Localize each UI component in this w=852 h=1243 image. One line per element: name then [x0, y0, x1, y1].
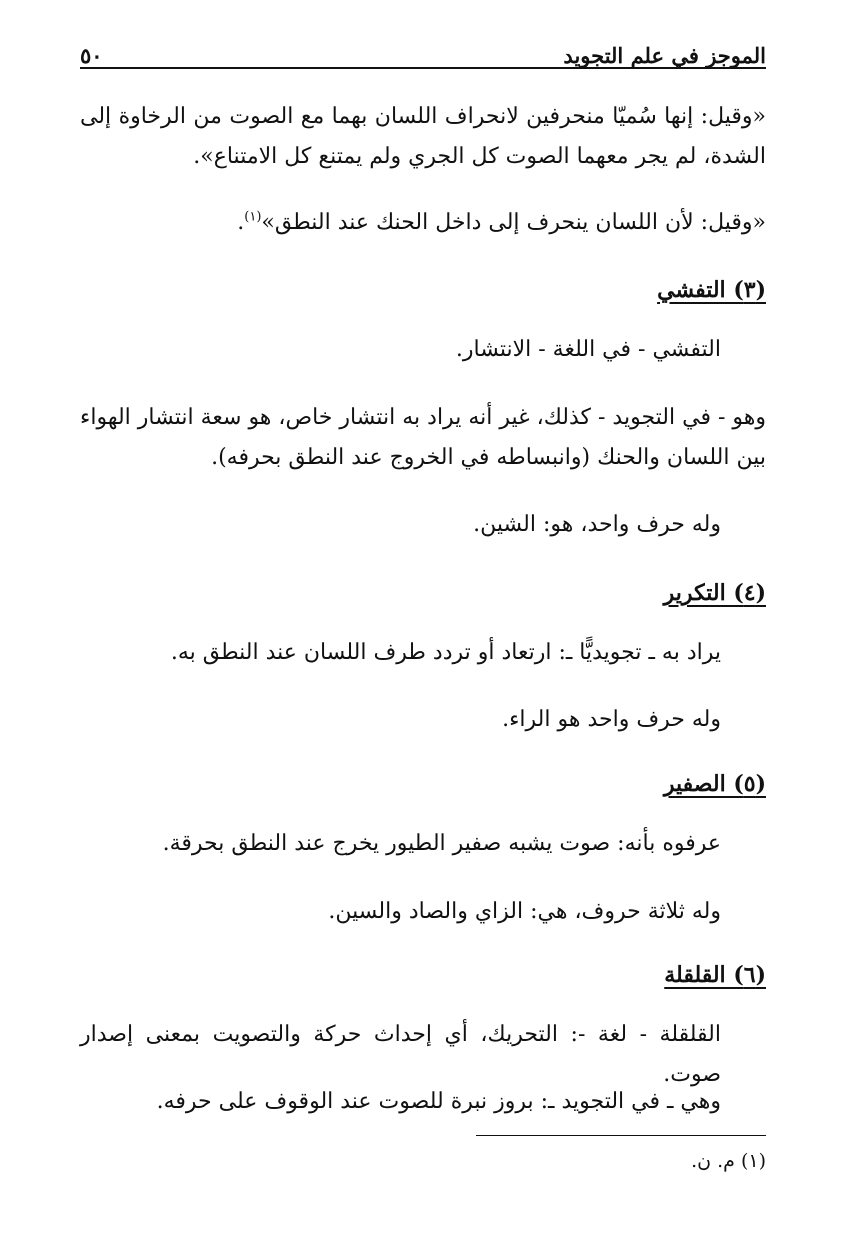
paragraph-takrir-letters: وله حرف واحد هو الراء.: [502, 707, 721, 732]
heading-text: (٤) التكرير: [663, 580, 766, 606]
paragraph-munharif-1: «وقيل: إنها سُميّا منحرفين لانحراف اللسان بهما مع الصوت من الرخاوة إلى الشدة، لم يجر معهما الصوت كل الجري ولم يمتنع كل الامتناع».: [80, 104, 766, 169]
running-header: [80, 32, 766, 66]
section-heading-safir: [80, 764, 766, 805]
heading-text: (٥) الصفير: [663, 771, 766, 797]
paragraph-qalqala-language: القلقلة - لغة -: التحريك، أي إحداث حركة والتصويت بمعنى إصدار صوت.: [80, 1022, 721, 1087]
paragraph-qalqala-tajweed: وهي ـ في التجويد ـ: بروز نبرة للصوت عند الوقوف على حرفه.: [156, 1089, 721, 1114]
section-heading-qalqala: [80, 955, 766, 996]
paragraph-munharif-2: [80, 203, 766, 243]
footnote-separator: [476, 1135, 766, 1136]
heading-text: (٦) القلقلة: [664, 962, 766, 988]
section-heading-tafashi: [80, 270, 766, 311]
footnote-reference: (١): [244, 209, 262, 225]
paragraph-tafashi-definition: التفشي - في اللغة - الانتشار.: [455, 337, 721, 362]
paragraph-tafashi-tajweed: وهو - في التجويد - كذلك، غير أنه يراد به انتشار خاص، هو سعة انتشار الهواء بين اللسان والحنك (وانبساطه في الخروج عند النطق بحرفه).: [80, 405, 766, 470]
paragraph-safir-definition: عرفوه بأنه: صوت يشبه صفير الطيور يخرج عند النطق بحرقة.: [162, 831, 721, 856]
paragraph-text: «وقيل: لأن اللسان ينحرف إلى داخل الحنك عند النطق»: [261, 210, 766, 235]
paragraph-safir-letters: وله ثلاثة حروف، هي: الزاي والصاد والسين.: [328, 899, 721, 924]
header-rule: [80, 67, 766, 69]
heading-text: (٣) التفشي: [657, 277, 766, 303]
footnote-1: (١) م. ن.: [691, 1150, 766, 1172]
section-heading-takrir: [80, 573, 766, 614]
header-title: الموجز في علم التجويد: [563, 43, 766, 68]
paragraph-tafashi-letters: وله حرف واحد، هو: الشين.: [473, 512, 721, 537]
paragraph-takrir-definition: يراد به ـ تجويديًّا ـ: ارتعاد أو تردد طرف اللسان عند النطق به.: [170, 640, 721, 665]
book-page: [80, 0, 766, 1243]
paragraph-end: .: [237, 210, 245, 235]
page-number: ٥٠: [80, 43, 103, 68]
